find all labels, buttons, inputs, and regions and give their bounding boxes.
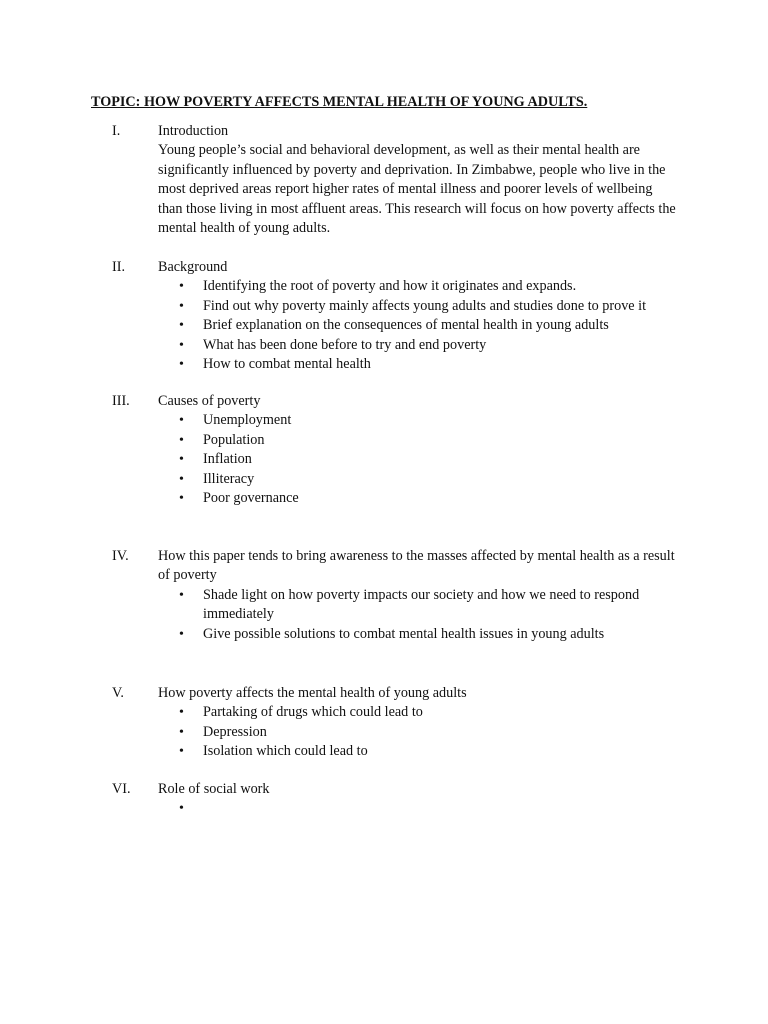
bullet-list xyxy=(158,703,678,761)
bullet-dot-icon: • xyxy=(179,801,184,817)
list-item xyxy=(158,470,678,489)
section-numeral: VI. xyxy=(112,781,131,797)
bullet-dot-icon: • xyxy=(179,337,184,353)
bullet-dot-icon: • xyxy=(179,452,184,468)
list-item xyxy=(158,489,678,508)
list-item-text: Inflation xyxy=(203,451,252,468)
section-body xyxy=(158,684,678,762)
list-item-text: Find out why poverty mainly affects young adults and studies done to prove it xyxy=(203,297,647,314)
section-heading: Causes of poverty xyxy=(158,393,261,409)
document-title: TOPIC: HOW POVERTY AFFECTS MENTAL HEALTH OF YOUNG ADULTS. xyxy=(91,94,588,110)
bullet-list xyxy=(158,799,678,818)
list-item xyxy=(158,336,678,355)
list-item xyxy=(158,355,678,374)
section-paragraph: Young people’s social and behavioral development, as well as their mental health are significantly influenced by poverty and deprivation. In Zimbabwe, people who live in the most deprived areas report higher rates of mental illness and poorer levels of wellbeing than those living in most affluent areas. This research will focus on how poverty affects the mental health of young adults. xyxy=(158,142,676,237)
bullet-dot-icon: • xyxy=(179,471,184,487)
bullet-dot-icon: • xyxy=(179,626,184,642)
list-item-text: Unemployment xyxy=(203,412,292,429)
section-numeral: IV. xyxy=(112,548,129,564)
section-heading: How poverty affects the mental health of young adults xyxy=(158,685,467,701)
section-heading: How this paper tends to bring awareness to the masses affected by mental health as a result of poverty xyxy=(158,548,675,584)
list-item-text: Depression xyxy=(203,723,267,740)
list-item-text: Identifying the root of poverty and how it originates and expands. xyxy=(203,278,577,295)
list-item xyxy=(158,277,678,296)
list-item-text: Brief explanation on the consequences of mental health in young adults xyxy=(203,317,609,334)
bullet-dot-icon: • xyxy=(179,705,184,721)
section-numeral: I. xyxy=(112,123,121,139)
section-heading: Background xyxy=(158,259,228,275)
list-item-text: Poor governance xyxy=(203,490,299,507)
list-item xyxy=(158,723,678,742)
bullet-dot-icon: • xyxy=(179,413,184,429)
section-heading: Introduction xyxy=(158,123,229,139)
bullet-dot-icon: • xyxy=(179,357,184,373)
bullet-dot-icon: • xyxy=(179,491,184,507)
bullet-dot-icon: • xyxy=(179,587,184,603)
list-item xyxy=(158,431,678,450)
list-item-text: Population xyxy=(203,431,265,448)
list-item xyxy=(158,799,678,818)
list-item-text: Shade light on how poverty impacts our society and how we need to respond immediately xyxy=(203,586,640,623)
list-item xyxy=(158,742,678,761)
section-body xyxy=(158,258,678,374)
bullet-dot-icon: • xyxy=(179,298,184,314)
list-item-text: Give possible solutions to combat mental health issues in young adults xyxy=(203,625,605,642)
list-item-text: Illiteracy xyxy=(203,470,255,487)
section-body xyxy=(158,122,678,238)
list-item xyxy=(158,297,678,316)
list-item xyxy=(158,625,678,644)
bullet-dot-icon: • xyxy=(179,318,184,334)
section-numeral: II. xyxy=(112,259,125,275)
list-item-text: What has been done before to try and end poverty xyxy=(203,336,487,353)
list-item xyxy=(158,411,678,430)
section-numeral: III. xyxy=(112,393,130,409)
bullet-list xyxy=(158,411,678,508)
section-body xyxy=(158,780,678,819)
bullet-list xyxy=(158,277,678,374)
section-body xyxy=(158,547,678,644)
list-item xyxy=(158,316,678,335)
list-item xyxy=(158,450,678,469)
section-heading: Role of social work xyxy=(158,781,270,797)
section-body xyxy=(158,392,678,508)
list-item xyxy=(158,703,678,722)
bullet-dot-icon: • xyxy=(179,432,184,448)
bullet-dot-icon: • xyxy=(179,744,184,760)
section-numeral: V. xyxy=(112,685,124,701)
bullet-dot-icon: • xyxy=(179,279,184,295)
bullet-list xyxy=(158,586,678,644)
list-item xyxy=(158,586,678,625)
list-item-text: Isolation which could lead to xyxy=(203,743,368,760)
list-item-text: Partaking of drugs which could lead to xyxy=(203,704,423,721)
bullet-dot-icon: • xyxy=(179,724,184,740)
list-item-text: How to combat mental health xyxy=(203,356,371,373)
